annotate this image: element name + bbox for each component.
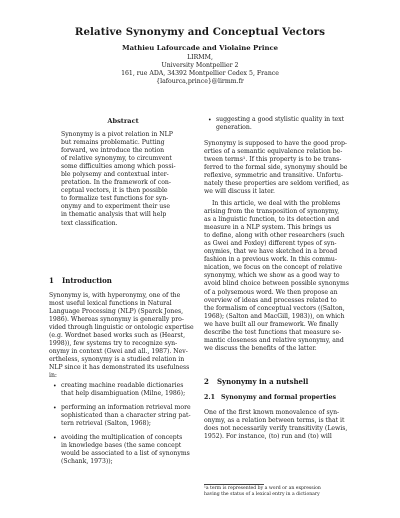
bullet-marker: • bbox=[208, 117, 212, 124]
bullet-marker: • bbox=[53, 405, 57, 412]
right-para-1 bbox=[204, 140, 352, 196]
para-line: ferred to the formal side, synonymy should be bbox=[204, 164, 348, 172]
intro-bullet-1 bbox=[61, 382, 197, 398]
para-line: 1952). For instance, (to) run and (to) will bbox=[204, 433, 332, 441]
bullet-marker: • bbox=[53, 383, 57, 390]
para-line: we have built all our framework. We finally bbox=[204, 320, 339, 328]
bullet-line: would be associated to a list of synonyms bbox=[61, 450, 190, 458]
bullet-line: generation. bbox=[216, 124, 252, 132]
para-line: avoid blind choice between possible synonyms bbox=[204, 280, 349, 288]
bullet-line: in knowledge bases (the same concept bbox=[61, 442, 182, 450]
para-line: as Gwei and Foxley) different types of syn- bbox=[204, 240, 337, 248]
para-line: does not necessarily verify transitivity (Lewis, bbox=[204, 425, 348, 433]
para-line: arising from the transposition of synonymy, bbox=[204, 208, 340, 216]
para-line: onymies, that we have sketched in a broad bbox=[204, 248, 338, 256]
paper-authors: Mathieu Lafourcade and Violaine Prince bbox=[121, 44, 279, 52]
right-para-2 bbox=[204, 200, 352, 353]
bullet-line: creating machine readable dictionaries bbox=[61, 382, 184, 389]
section-1-heading bbox=[49, 276, 112, 285]
abstract-line: ceptual vectors, it is then possible bbox=[61, 187, 168, 195]
para-line: to define, along with other researchers (such bbox=[204, 232, 345, 240]
intro-line: (e.g. Wordnet based works such as (Hearst, bbox=[49, 332, 186, 340]
intro-line: ertheless, synonymy is a studied relation in bbox=[49, 356, 185, 364]
para-line: onymy, as a relation between terms, is that it bbox=[204, 417, 345, 425]
abstract-line: pretation. In the framework of con- bbox=[61, 179, 171, 187]
para-line: One of the first known monovalence of syn- bbox=[204, 409, 340, 416]
abstract-line: in thematic analysis that will help bbox=[61, 211, 167, 219]
bullet-line: tern retrieval (Salton, 1968); bbox=[61, 420, 151, 428]
bullet-line: suggesting a good stylistic quality in text bbox=[216, 116, 345, 123]
footnote-rule bbox=[204, 484, 264, 485]
para-line: of a polysemous word. We then propose an bbox=[204, 288, 338, 296]
bullet-line: performing an information retrieval more bbox=[61, 404, 191, 411]
abstract-heading: Abstract bbox=[107, 117, 139, 125]
section-title: Introduction bbox=[62, 276, 112, 285]
intro-bullet-2 bbox=[61, 404, 197, 428]
abstract-line: Synonymy is a pivot relation in NLP bbox=[61, 131, 173, 138]
right-para-3 bbox=[204, 409, 352, 441]
intro-line: 1986). Whereas synonymy is generally pro- bbox=[49, 316, 184, 324]
abstract-line: onymy and to experiment their use bbox=[61, 203, 171, 211]
para-line: 1968); (Salton and MacGill, 1983)), on which bbox=[204, 312, 345, 320]
para-line: Synonymy is supposed to have the good prop- bbox=[204, 140, 347, 147]
intro-line: onymy in context (Gwei and all., 1987). Nev- bbox=[49, 348, 188, 356]
footnote bbox=[204, 486, 352, 497]
abstract-line: to formalize test functions for syn- bbox=[61, 195, 169, 203]
intro-line: 1998)), few systems try to recognize syn- bbox=[49, 340, 178, 348]
intro-line: Language Processing (NLP) (Sparck Jones, bbox=[49, 308, 184, 316]
abstract-body bbox=[61, 131, 185, 228]
affiliation-email: {lafourca,prince}@lirmm.fr bbox=[156, 78, 244, 85]
para-line: reflexive, symmetric and transitive. Unfortu- bbox=[204, 172, 343, 180]
intro-body bbox=[49, 292, 197, 381]
abstract-line: of relative synonymy, to circumvent bbox=[61, 155, 172, 163]
affiliation-address: 161, rue ADA, 34392 Montpellier Cedex 5, France bbox=[121, 70, 279, 77]
para-line: mantic closeness and relative synonymy, and bbox=[204, 336, 344, 344]
abstract-line: some difficulties among which possi- bbox=[61, 163, 176, 171]
para-line: as a linguistic function, to its detection and bbox=[204, 216, 340, 224]
right-bullet bbox=[216, 116, 352, 132]
intro-line: in: bbox=[49, 372, 57, 380]
intro-line: vided through linguistic or ontologic expertise bbox=[49, 324, 194, 332]
abstract-line: but remains problematic. Putting bbox=[61, 139, 165, 147]
bullet-marker: • bbox=[53, 435, 57, 442]
section-2-heading bbox=[204, 377, 308, 386]
para-line: tween terms¹. If this property is to be trans- bbox=[204, 156, 342, 164]
section-number: 1 bbox=[49, 276, 54, 285]
para-line: the formalism of conceptual vectors ((Salton, bbox=[204, 304, 345, 312]
intro-bullet-3 bbox=[61, 434, 197, 466]
section-number: 2 bbox=[204, 377, 209, 386]
para-line: nication, we focus on the concept of relative bbox=[204, 264, 343, 272]
para-line: fashion in a previous work. In this commu- bbox=[204, 256, 337, 264]
abstract-line: text classification. bbox=[61, 219, 118, 227]
section-title: Synonymy in a nutshell bbox=[217, 377, 309, 386]
subsection-title: Synonymy and formal properties bbox=[221, 394, 337, 401]
intro-line: most useful lexical functions in Natural bbox=[49, 300, 172, 308]
footnote-line: ¹a term is represented by a word or an expression bbox=[204, 486, 321, 491]
para-line: synonymy, which we show as a good way to bbox=[204, 272, 340, 280]
abstract-line: ble polysemy and contextual inter- bbox=[61, 171, 169, 179]
bullet-line: avoiding the multiplication of concepts bbox=[61, 434, 183, 441]
para-line: In this article, we deal with the problems bbox=[212, 200, 341, 207]
bullet-line: that help disambiguation (Milne, 1986); bbox=[61, 390, 186, 398]
subsection-2-1-heading bbox=[204, 394, 336, 401]
para-line: we discuss the benefits of the latter. bbox=[204, 344, 317, 352]
bullet-line: sophisticated than a character string pat- bbox=[61, 412, 191, 420]
affiliation-university: University Montpellier 2 bbox=[161, 62, 239, 69]
abstract-line: forward, we introduce the notion bbox=[61, 147, 165, 155]
para-line: we will discuss it later. bbox=[204, 188, 275, 196]
subsection-number: 2.1 bbox=[204, 394, 215, 401]
bullet-line: (Schank, 1973)); bbox=[61, 458, 113, 466]
intro-line: NLP since it has demonstrated its usefulness bbox=[49, 364, 190, 372]
para-line: describe the test functions that measure se- bbox=[204, 328, 342, 336]
para-line: overview of ideas and processes related to bbox=[204, 296, 337, 304]
para-line: erties of a semantic equivalence relation be- bbox=[204, 148, 343, 156]
paper-title: Relative Synonymy and Conceptual Vectors bbox=[74, 26, 326, 38]
para-line: nately these properties are seldom verified, as bbox=[204, 180, 349, 188]
para-line: measure in a NLP system. This brings us bbox=[204, 224, 332, 232]
footnote-line: having the status of a lexical entry in a dictionary bbox=[204, 491, 320, 497]
affiliation-lab: LIRMM, bbox=[187, 54, 213, 61]
intro-line: Synonymy is, with hyperonymy, one of the bbox=[49, 292, 181, 299]
